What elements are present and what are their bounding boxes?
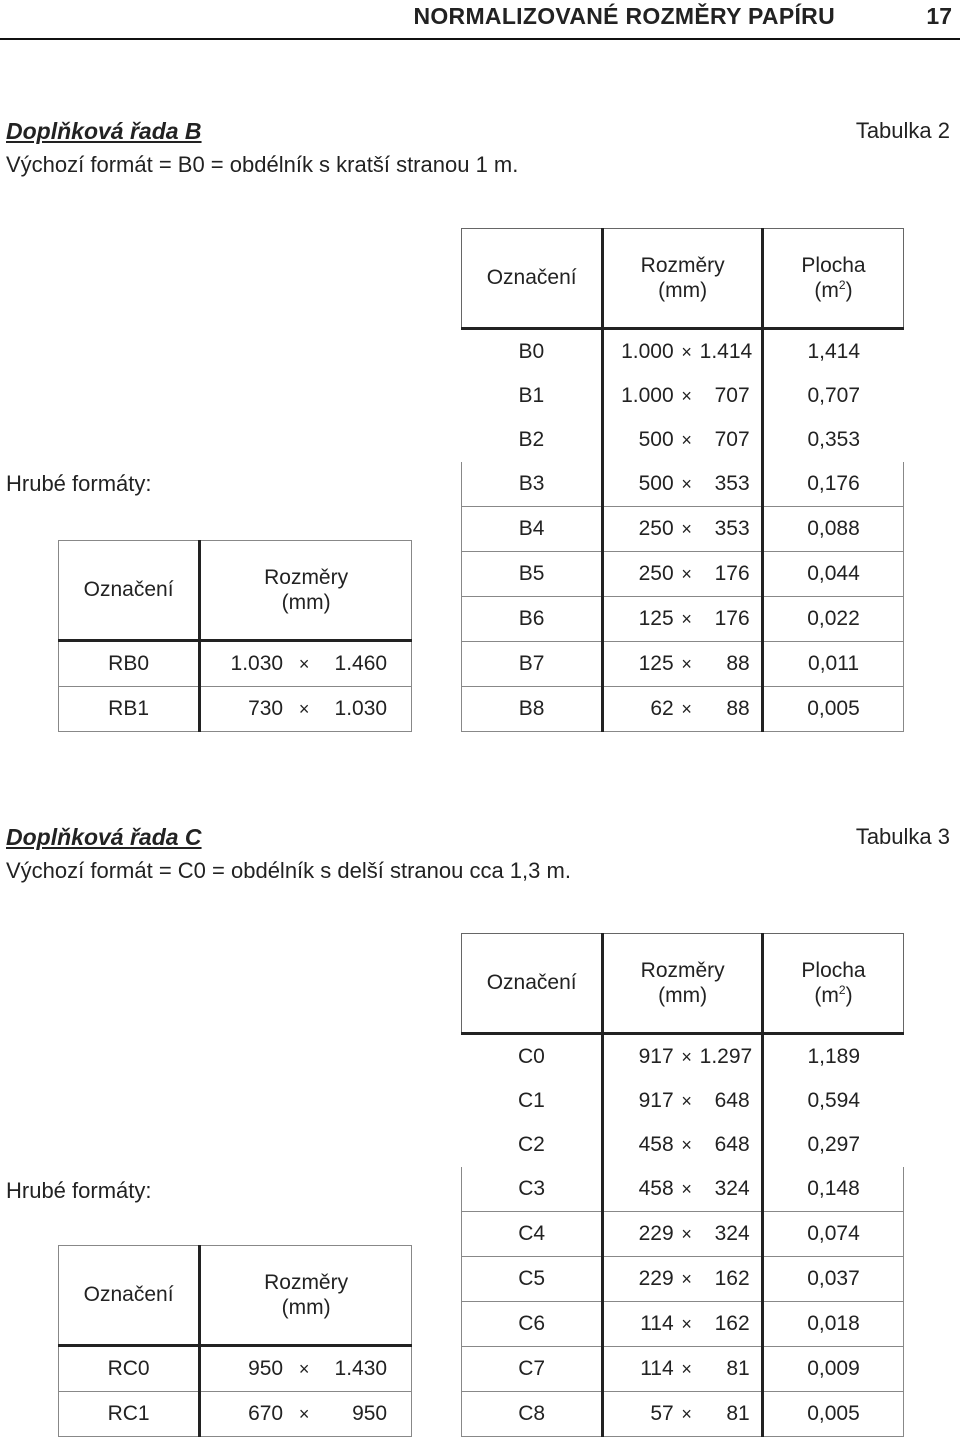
table-row xyxy=(462,462,904,507)
times-sign: × xyxy=(681,1404,692,1424)
format-dimensions xyxy=(200,687,412,732)
page-number: 17 xyxy=(926,3,952,29)
section-title: Doplňková řada B xyxy=(6,118,202,144)
format-area: 0,018 xyxy=(763,1302,904,1347)
table-label: Tabulka 3 xyxy=(855,824,950,849)
dimension-width: 57 xyxy=(650,1402,674,1425)
format-name: C7 xyxy=(462,1347,603,1392)
dimension-height: 81 xyxy=(726,1402,750,1425)
dimension-width: 500 xyxy=(638,472,674,495)
dimension-height: 353 xyxy=(714,517,750,540)
dimension-width: 114 xyxy=(640,1312,674,1335)
times-sign: × xyxy=(681,1047,692,1067)
dimension-pair xyxy=(616,517,750,541)
dimension-width: 917 xyxy=(638,1045,674,1068)
format-name: B5 xyxy=(462,552,603,597)
format-area: 0,594 xyxy=(807,1089,861,1112)
times-sign: × xyxy=(681,564,692,584)
dimension-width: 125 xyxy=(638,607,674,630)
header-area: Plocha $(m^2)$ xyxy=(763,229,904,329)
format-name: B3 xyxy=(462,462,603,507)
dimension-pair xyxy=(616,428,750,452)
format-name: C4 xyxy=(462,1212,603,1257)
format-name: B7 xyxy=(462,642,603,687)
table-row xyxy=(59,687,412,732)
table-row xyxy=(462,1302,904,1347)
format-dimensions xyxy=(603,1123,763,1167)
table-row xyxy=(462,552,904,597)
format-area: 0,009 xyxy=(763,1347,904,1392)
format-dimensions xyxy=(603,597,763,642)
table-row xyxy=(462,1347,904,1392)
header-dimensions: Rozměry (mm) xyxy=(603,934,763,1034)
format-name: C3 xyxy=(462,1167,603,1212)
times-sign: × xyxy=(681,654,692,674)
main-table-c xyxy=(461,933,904,1437)
format-area: 0,037 xyxy=(763,1257,904,1302)
dimension-pair xyxy=(616,1045,753,1069)
table-row xyxy=(462,418,904,462)
dimension-pair xyxy=(616,1089,750,1113)
dimension-width: 500 xyxy=(638,428,674,451)
format-dimensions xyxy=(603,1347,763,1392)
section-description: Výchozí formát = C0 = obdélník s delší stranou cca 1,3 m. xyxy=(6,858,571,883)
coarse-formats-label: Hrubé formáty: xyxy=(6,1178,152,1203)
dimension-height: 324 xyxy=(714,1222,750,1245)
format-name: B1 xyxy=(462,374,603,418)
times-sign: × xyxy=(681,1269,692,1289)
format-area: 0,297 xyxy=(807,1133,861,1156)
times-sign: × xyxy=(298,654,310,674)
format-area: 0,353 xyxy=(807,428,861,451)
dimension-width: 229 xyxy=(638,1267,674,1290)
dimension-width: 250 xyxy=(638,517,674,540)
table-header-row xyxy=(462,229,904,329)
page-title: NORMALIZOVANÉ ROZMĚRY PAPÍRU xyxy=(413,3,835,29)
format-dimensions xyxy=(603,642,763,687)
dimension-pair xyxy=(616,472,750,496)
dimension-height: 176 xyxy=(714,562,750,585)
format-name: RC1 xyxy=(59,1392,200,1437)
times-sign: × xyxy=(298,1359,310,1379)
header-designation: Označení xyxy=(462,934,603,1034)
dimension-pair xyxy=(616,1222,750,1246)
format-name: C5 xyxy=(462,1257,603,1302)
table-row xyxy=(59,1392,412,1437)
table-row xyxy=(462,1079,904,1123)
format-name: C0 xyxy=(462,1034,603,1080)
dimension-pair xyxy=(616,562,750,586)
dimension-height: 176 xyxy=(714,607,750,630)
times-sign: × xyxy=(681,342,692,362)
dimension-height: 324 xyxy=(714,1177,750,1200)
format-name: C6 xyxy=(462,1302,603,1347)
dimension-height: 81 xyxy=(726,1357,750,1380)
table-row xyxy=(59,641,412,687)
dimension-height: 1.030 xyxy=(334,697,388,720)
header-designation: Označení xyxy=(59,541,200,641)
table-row xyxy=(462,597,904,642)
format-dimensions xyxy=(603,329,763,375)
coarse-table-b xyxy=(58,540,412,732)
header-dimensions: Rozměry (mm) xyxy=(200,541,412,641)
table-header-row xyxy=(59,1246,412,1346)
coarse-table-c xyxy=(58,1245,412,1437)
format-name: C1 xyxy=(462,1079,603,1123)
main-table-b xyxy=(461,228,904,732)
format-dimensions xyxy=(603,1167,763,1212)
dimension-width: 229 xyxy=(638,1222,674,1245)
format-name: B6 xyxy=(462,597,603,642)
times-sign: × xyxy=(681,1091,692,1111)
dimension-height: 950 xyxy=(352,1402,388,1425)
dimension-height: 707 xyxy=(714,384,750,407)
table-row xyxy=(462,1392,904,1437)
dimension-pair xyxy=(221,1357,391,1381)
dimension-width: 730 xyxy=(248,697,284,720)
dimension-width: 62 xyxy=(650,697,674,720)
table-row xyxy=(462,1034,904,1080)
times-sign: × xyxy=(681,609,692,629)
dimension-width: 1.030 xyxy=(230,652,284,675)
times-sign: × xyxy=(681,474,692,494)
format-dimensions xyxy=(200,641,412,687)
header-designation: Označení xyxy=(59,1246,200,1346)
dimension-width: 114 xyxy=(640,1357,674,1380)
format-area: 1,189 xyxy=(807,1045,861,1068)
format-area: 0,148 xyxy=(763,1167,904,1212)
dimension-pair xyxy=(616,1267,750,1291)
dimension-pair xyxy=(221,652,391,676)
format-dimensions xyxy=(603,1257,763,1302)
table-row xyxy=(462,1167,904,1212)
dimension-pair xyxy=(221,697,391,721)
dimension-width: 950 xyxy=(248,1357,284,1380)
format-dimensions xyxy=(603,1212,763,1257)
format-dimensions xyxy=(603,1034,763,1080)
dimension-height: 1.430 xyxy=(334,1357,388,1380)
format-name: C2 xyxy=(462,1123,603,1167)
format-area: 0,044 xyxy=(763,552,904,597)
section-title: Doplňková řada C xyxy=(6,824,202,850)
dimension-width: 458 xyxy=(638,1133,674,1156)
dimension-height: 353 xyxy=(714,472,750,495)
header-designation: Označení xyxy=(462,229,603,329)
format-dimensions xyxy=(603,507,763,552)
dimension-height: 1.414 xyxy=(699,340,753,363)
times-sign: × xyxy=(298,1404,310,1424)
format-area: 0,022 xyxy=(763,597,904,642)
dimension-pair xyxy=(221,1402,391,1426)
format-name: B2 xyxy=(462,418,603,462)
table-row xyxy=(462,374,904,418)
dimension-height: 88 xyxy=(726,697,750,720)
dimension-pair xyxy=(616,1177,750,1201)
dimension-width: 1.000 xyxy=(621,340,674,363)
dimension-height: 162 xyxy=(714,1267,750,1290)
table-row xyxy=(462,1123,904,1167)
format-name: B8 xyxy=(462,687,603,732)
dimension-pair xyxy=(616,652,750,676)
format-area: 0,074 xyxy=(763,1212,904,1257)
format-dimensions xyxy=(603,374,763,418)
times-sign: × xyxy=(681,1314,692,1334)
format-area: 0,005 xyxy=(763,1392,904,1437)
format-name: B0 xyxy=(462,329,603,375)
format-dimensions xyxy=(200,1392,412,1437)
coarse-formats-label: Hrubé formáty: xyxy=(6,471,152,496)
dimension-pair xyxy=(616,1312,750,1336)
format-area: 0,176 xyxy=(763,462,904,507)
times-sign: × xyxy=(681,1135,692,1155)
format-dimensions xyxy=(603,687,763,732)
table-header-row xyxy=(59,541,412,641)
dimension-height: 162 xyxy=(714,1312,750,1335)
header-area: Plocha $(m^2)$ xyxy=(763,934,904,1034)
times-sign: × xyxy=(681,1359,692,1379)
format-area: 0,088 xyxy=(763,507,904,552)
table-row xyxy=(462,329,904,375)
times-sign: × xyxy=(298,699,310,719)
format-dimensions xyxy=(603,1302,763,1347)
times-sign: × xyxy=(681,386,692,406)
dimension-height: 648 xyxy=(714,1133,750,1156)
table-row xyxy=(462,1257,904,1302)
format-name: C8 xyxy=(462,1392,603,1437)
table-row xyxy=(462,1212,904,1257)
dimension-pair xyxy=(616,697,750,721)
dimension-height: 707 xyxy=(714,428,750,451)
dimension-height: 1.297 xyxy=(699,1045,753,1068)
times-sign: × xyxy=(681,519,692,539)
format-area: 1,414 xyxy=(807,340,861,363)
dimension-width: 1.000 xyxy=(621,384,674,407)
times-sign: × xyxy=(681,1179,692,1199)
dimension-pair xyxy=(616,384,750,408)
table-row xyxy=(462,507,904,552)
format-name: B4 xyxy=(462,507,603,552)
dimension-pair xyxy=(616,1402,750,1426)
times-sign: × xyxy=(681,699,692,719)
times-sign: × xyxy=(681,1224,692,1244)
format-dimensions xyxy=(603,1079,763,1123)
format-dimensions xyxy=(603,552,763,597)
header-dimensions: Rozměry (mm) xyxy=(603,229,763,329)
dimension-height: 88 xyxy=(726,652,750,675)
dimension-width: 250 xyxy=(638,562,674,585)
format-dimensions xyxy=(603,462,763,507)
table-row xyxy=(59,1346,412,1392)
dimension-width: 125 xyxy=(638,652,674,675)
format-area: 0,011 xyxy=(763,642,904,687)
dimension-pair xyxy=(616,1133,750,1157)
dimension-width: 917 xyxy=(638,1089,674,1112)
table-row xyxy=(462,642,904,687)
table-header-row xyxy=(462,934,904,1034)
dimension-pair xyxy=(616,607,750,631)
format-name: RC0 xyxy=(59,1346,200,1392)
format-dimensions xyxy=(603,418,763,462)
page-header xyxy=(0,0,960,40)
format-area: 0,707 xyxy=(807,384,861,407)
dimension-pair xyxy=(616,1357,750,1381)
table-label: Tabulka 2 xyxy=(855,118,950,143)
header-dimensions: Rozměry (mm) xyxy=(200,1246,412,1346)
format-dimensions xyxy=(603,1392,763,1437)
format-name: RB0 xyxy=(59,641,200,687)
dimension-height: 648 xyxy=(714,1089,750,1112)
dimension-height: 1.460 xyxy=(334,652,388,675)
dimension-pair xyxy=(616,340,753,364)
table-row xyxy=(462,687,904,732)
format-area: 0,005 xyxy=(763,687,904,732)
dimension-width: 670 xyxy=(248,1402,284,1425)
times-sign: × xyxy=(681,430,692,450)
format-dimensions xyxy=(200,1346,412,1392)
dimension-width: 458 xyxy=(638,1177,674,1200)
format-name: RB1 xyxy=(59,687,200,732)
section-description: Výchozí formát = B0 = obdélník s kratší stranou 1 m. xyxy=(6,152,519,177)
